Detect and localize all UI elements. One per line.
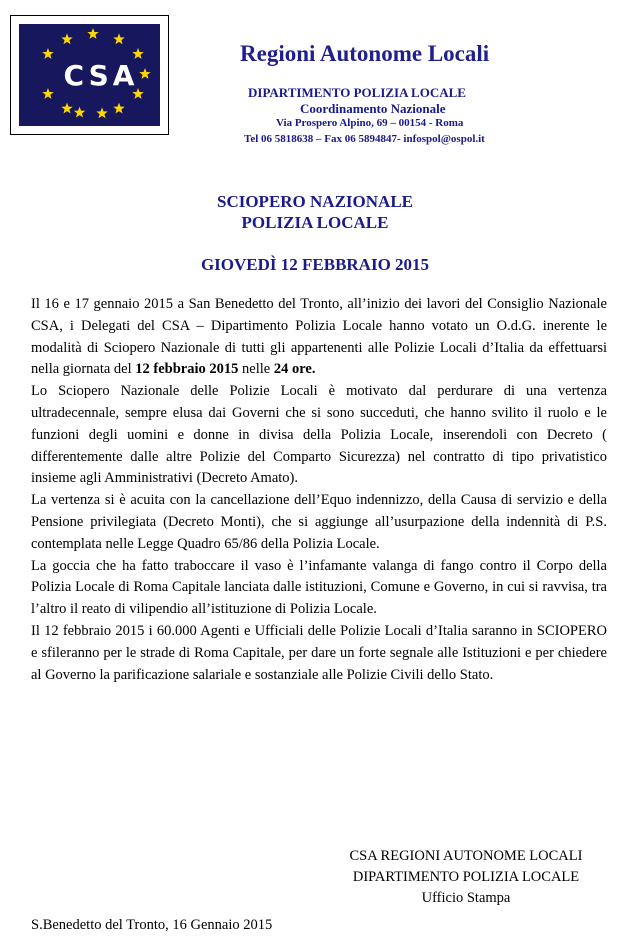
signature-line-2: DIPARTIMENTO POLIZIA LOCALE: [352, 869, 580, 885]
signature-line-3: Ufficio Stampa: [421, 890, 511, 906]
paragraph-1-conjunction: nelle: [238, 361, 274, 378]
csa-logo: [19, 24, 160, 126]
logo-text: CSA: [63, 59, 139, 92]
title-line-2: POLIZIA LOCALE: [241, 213, 389, 232]
body-text: [31, 294, 607, 686]
paragraph-1: [31, 294, 607, 381]
signature-block: [310, 846, 622, 909]
strike-date-inline: 12 febbraio 2015: [135, 361, 239, 378]
strike-date: GIOVEDÌ 12 FEBBRAIO 2015: [200, 255, 430, 274]
paragraph-2: Lo Sciopero Nazionale delle Polizie Locali è motivato dal perdurare di una vertenza ultradecennale, sempre elusa dai Governi che si sono succeduti, che hanno svilito il ruolo e le funzioni degli uomini e donne in divisa della Polizia Locale, inserendoli con Decreto ( differentemente dalle altre Polizie del Comparto Sicurezza) nel contratto di tipo privatistico insieme agli Amministrativi (Decreto Amato).: [31, 383, 607, 487]
signature-line-1: CSA REGIONI AUTONOME LOCALI: [349, 848, 583, 864]
strike-duration: 24 ore.: [273, 361, 316, 378]
department-name: DIPARTIMENTO POLIZIA LOCALE: [248, 85, 466, 100]
place-date: S.Benedetto del Tronto, 16 Gennaio 2015: [31, 917, 273, 933]
logo-frame: [10, 15, 169, 135]
paragraph-5: Il 12 febbraio 2015 i 60.000 Agenti e Ufficiali delle Polizie Locali d’Italia saranno in SCIOPERO e sfileranno per le strade di Roma Capitale, per dare un forte segnale alle Istituzioni e per chiedere al Governo la parificazione salariale e sostanziale alle Polizie Civili dello Stato.: [31, 622, 607, 683]
contact-line: Tel 06 5818638 – Fax 06 5894847- infospol@ospol.it: [244, 133, 485, 145]
title-line-1: SCIOPERO NAZIONALE: [216, 192, 413, 211]
paragraph-3: La vertenza si è acuita con la cancellazione dell’Equo indennizzo, della Causa di servizio e della Pensione privilegiata (Decreto Monti), che si aggiunge all’usurpazione della indennità di P.S. contemplata nelle Legge Quadro 65/86 della Polizia Locale.: [31, 492, 607, 552]
paragraph-1-text: Il 16 e 17 gennaio 2015 a San Benedetto del Tronto, all’inizio dei lavori del Consiglio Nazionale CSA, i Delegati del CSA – Dipartimento Polizia Locale hanno votato un O.d.G. inerente le modalità di Sciopero Nazionale di tutti gli appartenenti alle Polizie Locali d’Italia da effettuarsi nella giornata del: [31, 296, 607, 378]
org-title: Regioni Autonome Locali: [240, 41, 490, 66]
address-line: Via Prospero Alpino, 69 – 00154 - Roma: [276, 117, 464, 129]
coordination-name: Coordinamento Nazionale: [300, 101, 446, 116]
paragraph-4: La goccia che ha fatto traboccare il vaso è l’infamante valanga di fango contro il Corpo della Polizia Locale di Roma Capitale lanciata dalle istituzioni, Comune e Governo, in cui si ravvisa, tra l’altro il reato di vilipendio all’istituzione di Polizia Locale.: [31, 557, 607, 618]
